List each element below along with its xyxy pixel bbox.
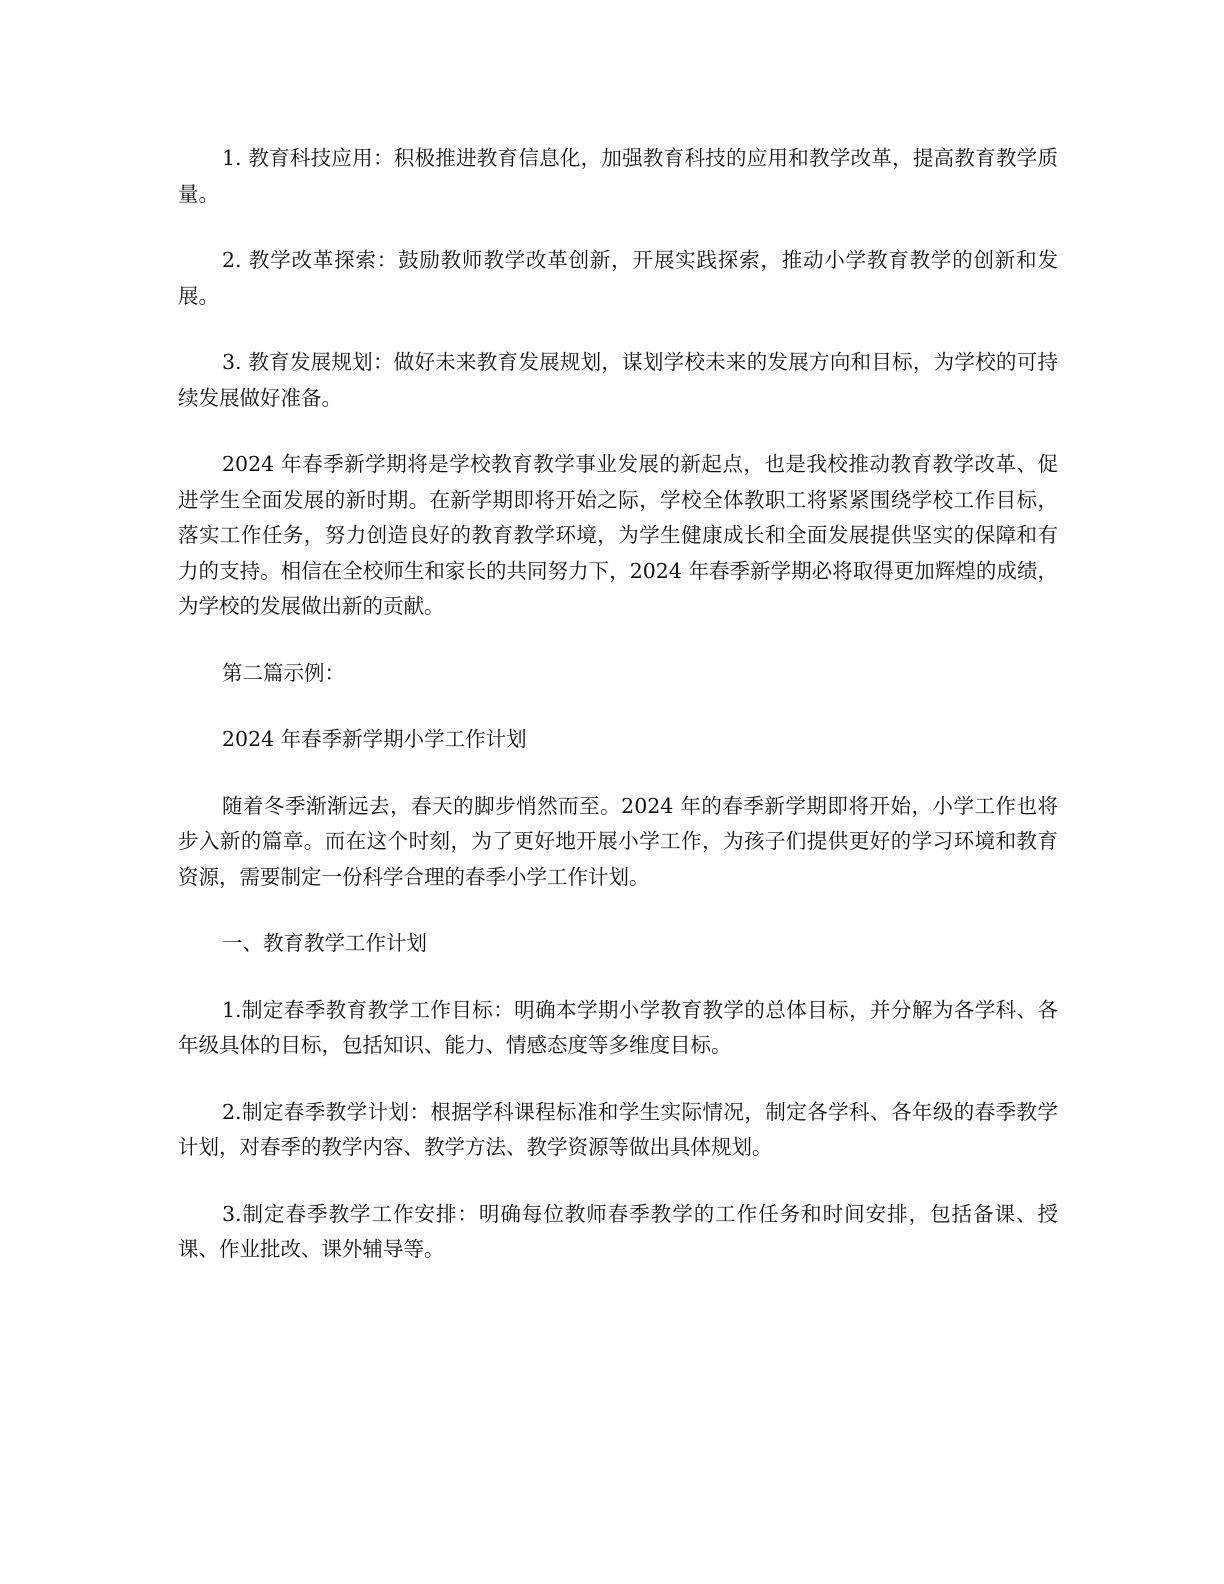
paragraph-teaching-reform: 2. 教学改革探索：鼓励教师教学改革创新，开展实践探索，推动小学教育教学的创新和发展。 bbox=[178, 248, 1058, 308]
paragraph-development-plan: 3. 教育发展规划：做好未来教育发展规划，谋划学校未来的发展方向和目标，为学校的可持续发展做好准备。 bbox=[178, 350, 1058, 410]
document-body bbox=[178, 141, 1058, 1299]
section-heading-teaching-plan: 一、教育教学工作计划 bbox=[222, 931, 427, 955]
section-title-work-plan: 2024 年春季新学期小学工作计划 bbox=[222, 727, 527, 751]
paragraph-second-example-label: 第二篇示例： bbox=[222, 660, 345, 685]
paragraph-conclusion: 2024 年春季新学期将是学校教育教学事业发展的新起点，也是我校推动教育教学改革、促进学生全面发展的新时期。在新学期即将开始之际，学校全体教职工将紧紧围绕学校工作目标，落实工作任务，努力创造良好的教育教学环境，为学生健康成长和全面发展提供坚实的保障和有力的支持。相信在全校师生和家长的共同努力下，2024 年春季新学期必将取得更加辉煌的成绩，为学校的发展做出新的贡献。 bbox=[178, 452, 1058, 618]
list-item-teaching-schedule: 2.制定春季教学计划：根据学科课程标准和学生实际情况，制定各学科、各年级的春季教学计划，对春季的教学内容、教学方法、教学资源等做出具体规划。 bbox=[178, 1099, 1058, 1159]
list-item-work-arrangement: 3.制定春季教学工作安排：明确每位教师春季教学的工作任务和时间安排，包括备课、授课、作业批改、课外辅导等。 bbox=[178, 1201, 1058, 1261]
paragraph-introduction: 随着冬季渐渐远去，春天的脚步悄然而至。2024 年的春季新学期即将开始，小学工作也将步入新的篇章。而在这个时刻，为了更好地开展小学工作，为孩子们提供更好的学习环境和教育资源，需要制定一份科学合理的春季小学工作计划。 bbox=[178, 793, 1058, 889]
list-item-teaching-goals: 1.制定春季教育教学工作目标：明确本学期小学教育教学的总体目标，并分解为各学科、各年级具体的目标，包括知识、能力、情感态度等多维度目标。 bbox=[178, 997, 1058, 1057]
paragraph-tech-application: 1. 教育科技应用：积极推进教育信息化，加强教育科技的应用和教学改革，提高教育教学质量。 bbox=[178, 146, 1058, 206]
